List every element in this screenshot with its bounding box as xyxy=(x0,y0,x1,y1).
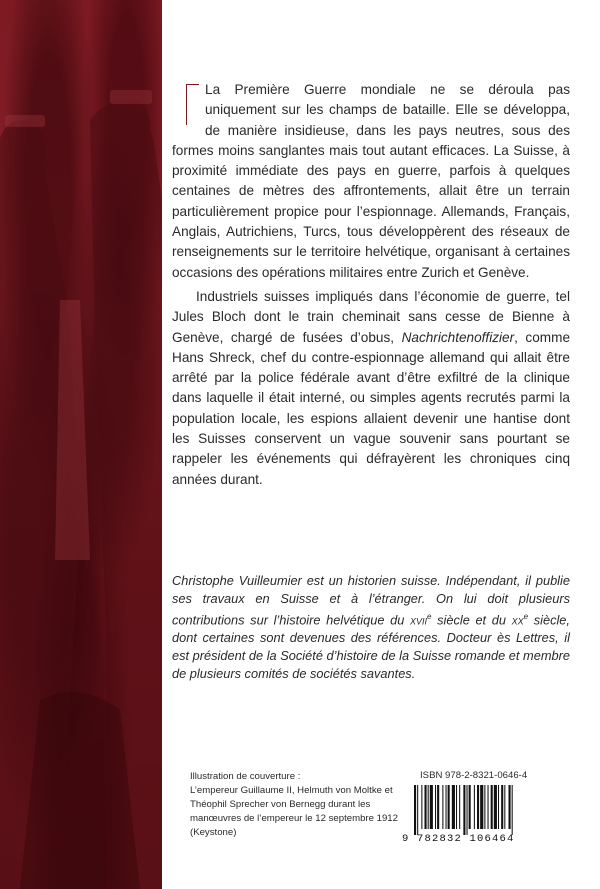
barcode-bar xyxy=(477,785,479,829)
barcode-digits: 9 782832 106464 xyxy=(402,833,515,845)
barcode-bar xyxy=(456,785,457,829)
blurb-paragraph-2 xyxy=(172,287,570,490)
barcode-bar xyxy=(467,785,468,835)
barcode-bar xyxy=(494,785,497,829)
blurb-paragraph-2-end: , comme Hans Shreck, chef du contre-espionnage allemand qui allait être arrêté par la police fédérale avant d’être exfiltré de la clinique dans laquelle il était interné, ou simples agents recrutés parmi la population locale, les espions allaient devenir une hantise dont les Suisses conservent un vague souvenir sans pourtant se rappeler les événements qui défrayèrent les chroniques cinq années durant. xyxy=(172,329,570,487)
barcode-bar xyxy=(414,785,416,835)
blurb-paragraph-1-text: a Première Guerre mondiale ne se déroula pas uniquement sur les champs de bataille. Elle se développa, de manière insidieuse, dans les pays neutres, sous des formes moins sanglantes mais tout autant efficaces. La Suisse, à proximité immédiate des pays en guerre, parfois à quelques centaines de mètres des affrontements, allait être un terrain particulièrement propice pour l’espionnage. Allemands, Français, Anglais, Autrichiens, Turcs, tous développèrent des réseaux de renseignements sur le territoire helvétique, organisant à certaines occasions des opérations militaires entre Zurich et Genève. xyxy=(172,82,570,280)
barcode-bar xyxy=(512,785,513,835)
barcode-bar xyxy=(469,785,471,829)
barcode-bar xyxy=(428,785,429,829)
century-1-sup: e xyxy=(427,612,432,621)
barcode-icon xyxy=(400,785,570,835)
cover-photo-strip xyxy=(0,0,162,889)
author-bio xyxy=(172,572,570,683)
barcode-bar xyxy=(488,785,489,829)
credit-heading: Illustration de couverture : xyxy=(190,771,301,782)
barcode-bar xyxy=(417,785,418,835)
author-bio-part-1: Christophe Vuilleumier est un historien suisse. Indépendant, il publie ses travaux en Suisse et à l’étranger. On lui doit plusieurs contributions sur l’histoire helvétique du xyxy=(172,573,570,628)
barcode-bar xyxy=(425,785,427,829)
author-bio-part-2: siècle et du xyxy=(431,612,512,628)
blurb-italic-term: Nachrichtenoffizier xyxy=(401,329,515,345)
barcode-bar xyxy=(459,785,460,829)
isbn-block xyxy=(400,770,575,845)
century-2: xx xyxy=(511,612,524,628)
barcode-bar xyxy=(437,785,439,829)
author-bio-part-3: siècle, dont certaines sont devenues des références. Docteur ès Lettres, il est président de la Société d’histoire de la Suisse romande et membre de plusieurs comités de sociétés savantes. xyxy=(172,612,570,682)
blurb-paragraph-2-start: Industriels suisses impliqués dans l’économie de guerre, tel Jules Bloch dont le train cheminait sans cesse de Bienne à Genève, chargé de fusées d’obus, xyxy=(172,288,570,345)
barcode-bar xyxy=(430,785,433,829)
cover-illustration-credit xyxy=(190,770,410,840)
blurb-paragraph-1 xyxy=(172,80,570,283)
barcode-bar xyxy=(509,785,511,829)
barcode-bar xyxy=(491,785,493,829)
barcode-bar xyxy=(484,785,485,829)
dropcap-bracket xyxy=(186,84,199,125)
barcode-bar xyxy=(501,785,503,829)
barcode-bar xyxy=(498,785,499,829)
barcode-bar xyxy=(463,785,465,835)
barcode-bar xyxy=(480,785,483,829)
back-cover-blurb xyxy=(172,80,570,490)
century-1: xvii xyxy=(410,612,428,628)
barcode-bar xyxy=(442,785,443,829)
barcode-bar xyxy=(452,785,455,829)
barcode-bar xyxy=(474,785,475,829)
credit-text: L’empereur Guillaume II, Helmuth von Moltke et Théophil Sprecher von Bernegg durant les manœuvres de l’empereur le 12 septembre 1912 (Keystone) xyxy=(190,785,398,838)
barcode-bar xyxy=(421,785,422,829)
cover-photo-silhouettes xyxy=(0,0,162,889)
barcode-bar xyxy=(504,785,505,829)
century-2-sup: e xyxy=(523,612,529,621)
blurb-first-letter: L xyxy=(205,82,213,97)
isbn-label: ISBN 978-2-8321-0646-4 xyxy=(420,770,528,781)
barcode-bar xyxy=(435,785,436,829)
barcode-bar xyxy=(448,785,450,829)
barcode-bar xyxy=(446,785,447,829)
